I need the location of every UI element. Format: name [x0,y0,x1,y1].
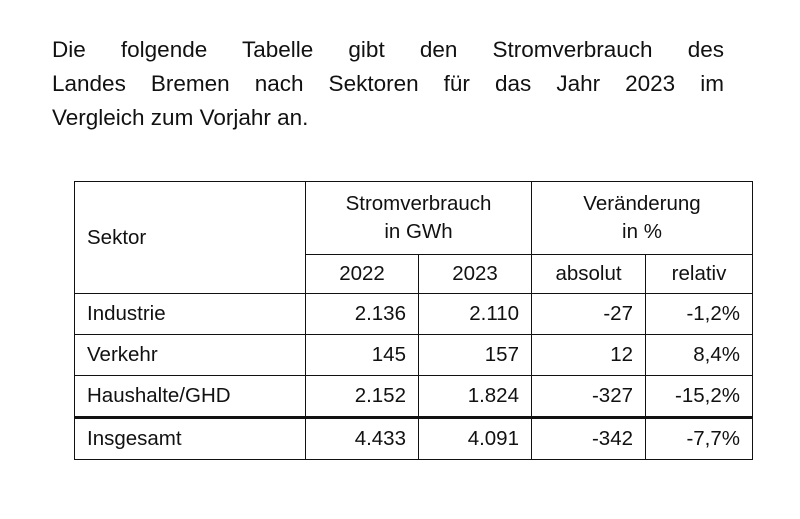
cell-2022: 145 [306,335,419,376]
cell-2023: 157 [419,335,532,376]
cell-2023: 1.824 [419,376,532,418]
cell-relativ: -1,2% [646,294,753,335]
header-sektor: Sektor [75,182,306,294]
header-veraenderung-line1: Veränderung [583,192,701,215]
cell-absolut: 12 [532,335,646,376]
cell-2022-total: 4.433 [306,418,419,460]
cell-absolut: -27 [532,294,646,335]
cell-2022: 2.152 [306,376,419,418]
header-year-2023: 2023 [419,255,532,294]
intro-line-2: Landes Bremen nach Sektoren für das Jahr 2023 im [52,71,724,96]
cell-sektor: Verkehr [75,335,306,376]
cell-relativ: 8,4% [646,335,753,376]
header-stromverbrauch-line2: in GWh [384,220,453,243]
cell-relativ-total: -7,7% [646,418,753,460]
table-row [75,335,753,376]
header-absolut: absolut [532,255,646,294]
cell-absolut-total: -342 [532,418,646,460]
table-row [75,294,753,335]
intro-line-3: Vergleich zum Vorjahr an. [52,105,309,130]
table-row [75,376,753,418]
header-row-group [75,182,753,255]
header-veraenderung [532,182,753,255]
cell-sektor-total: Insgesamt [75,418,306,460]
header-stromverbrauch-line1: Stromverbrauch [345,192,492,215]
header-stromverbrauch [306,182,532,255]
header-relativ: relativ [646,255,753,294]
cell-absolut: -327 [532,376,646,418]
cell-sektor: Haushalte/GHD [75,376,306,418]
header-year-2022: 2022 [306,255,419,294]
intro-line-1: Die folgende Tabelle gibt den Stromverbrauch des [52,37,724,62]
cell-2022: 2.136 [306,294,419,335]
cell-relativ: -15,2% [646,376,753,418]
cell-sektor: Industrie [75,294,306,335]
intro-paragraph [52,33,724,135]
cell-2023-total: 4.091 [419,418,532,460]
total-row [75,418,753,460]
header-veraenderung-line2: in % [622,220,662,243]
cell-2023: 2.110 [419,294,532,335]
electricity-consumption-table [74,181,753,460]
